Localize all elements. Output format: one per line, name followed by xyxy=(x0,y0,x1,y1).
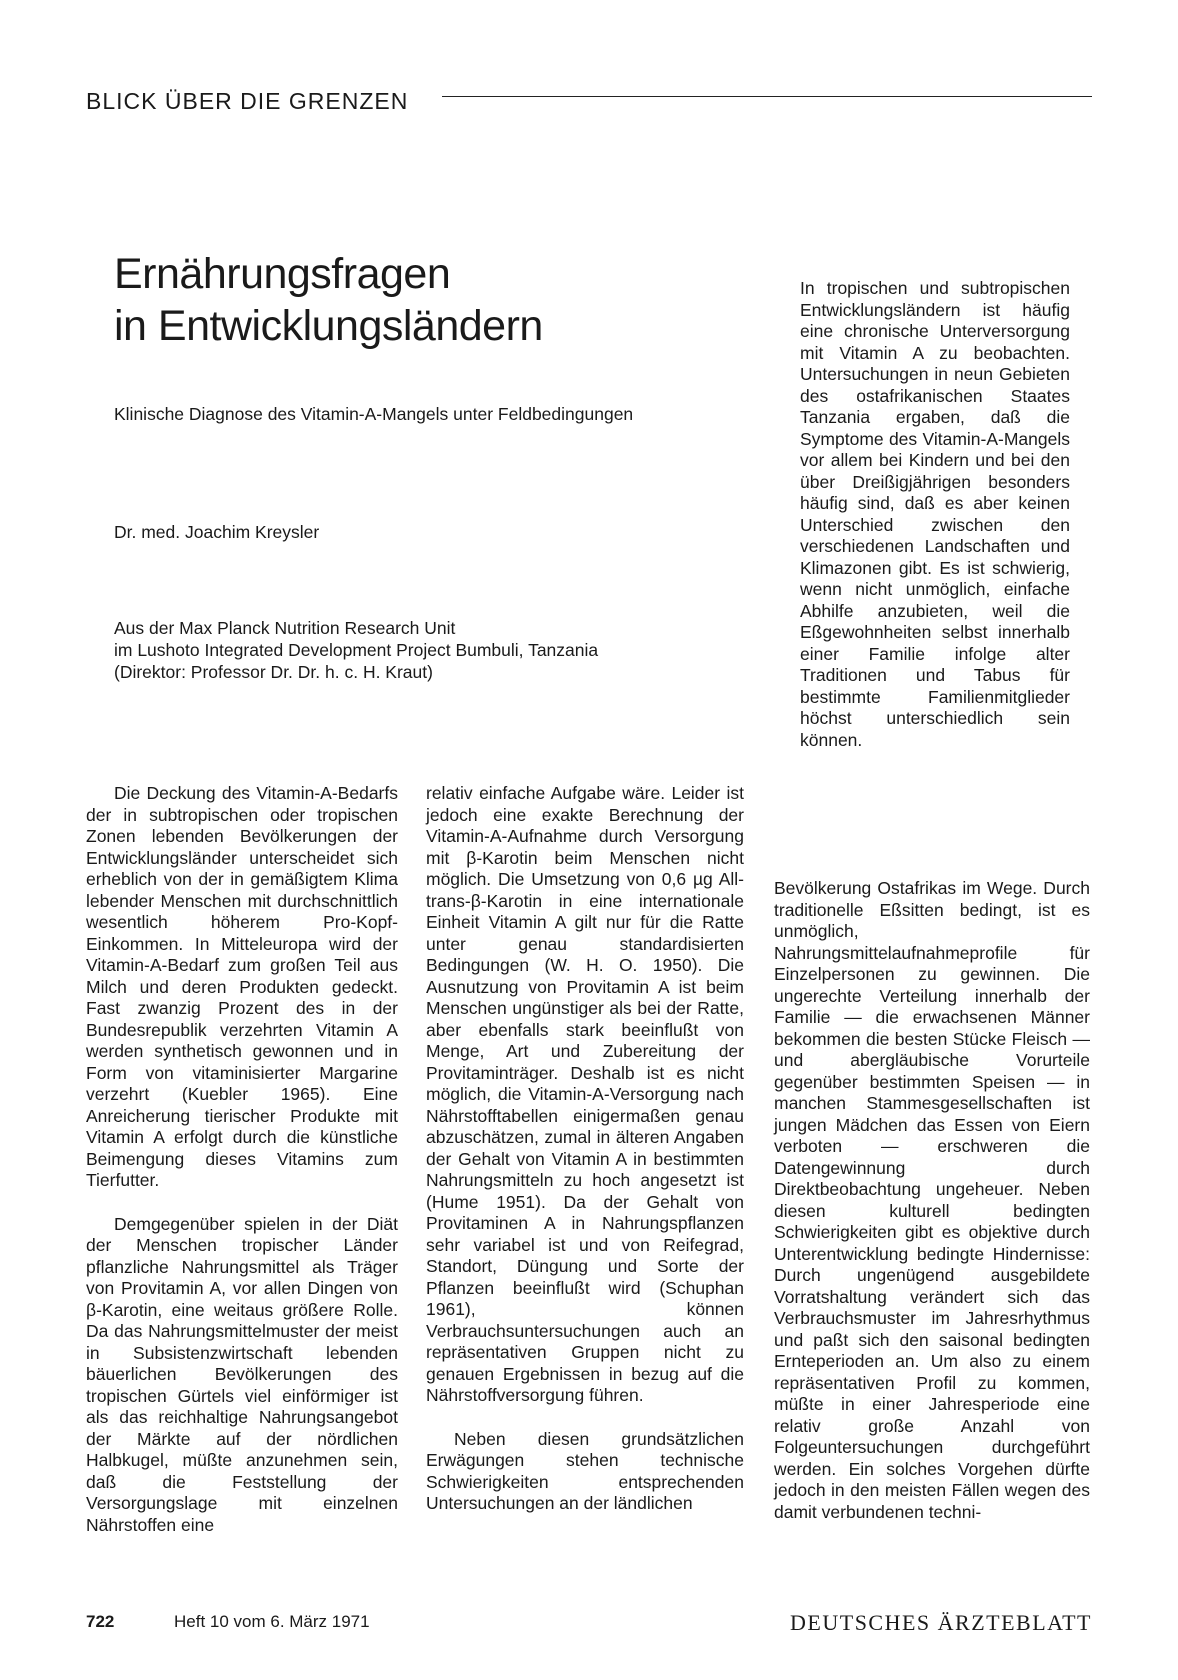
paragraph: relativ einfache Aufgabe wäre. Leider ist jedoch eine exakte Berechnung der Vitamin-A-Aufnahme durch Versorgung mit β-Karotin beim Menschen nicht möglich. Die Umsetzung von 0,6 µg All-trans-β-Karotin in eine internationale Einheit Vitamin A gilt nur für die Ratte unter genau standardisierten Bedingungen (W. H. O. 1950). Die Ausnutzung von Provitamin A ist beim Menschen ungünstiger als bei der Ratte, aber ebenfalls stark beeinflußt von Menge, Art und Zubereitung der Provitaminträger. Deshalb ist es nicht möglich, die Vitamin-A-Versorgung nach Nährstofftabellen einigermaßen genau abzuschätzen, zumal in älteren Angaben der Gehalt von Vitamin A in bestimmten Nahrungsmitteln zu hoch angesetzt ist (Hume 1951). Da der Gehalt von Provitaminen A in Nahrungspflanzen sehr variabel ist und von Reifegrad, Standort, Düngung und Sorte der Pflanzen beeinflußt wird (Schuphan 1961), können Verbrauchsuntersuchungen auch an repräsentativen Gruppen nicht zu genauen Ergebnissen in bezug auf die Nährstoffversorgung führen. xyxy=(426,783,744,1405)
body-column-3 xyxy=(774,878,1090,1523)
paragraph: Demgegenüber spielen in der Diät der Menschen tropischer Länder pflanzliche Nahrungsmittel als Träger von Provitamin A, vor allen Dingen von β-Karotin, eine weitaus größere Rolle. Da das Nahrungsmittelmuster der meist in Subsistenzwirtschaft lebenden bäuerlichen Bevölkerungen des tropischen Gürtels viel einförmiger ist als das reichhaltige Nahrungsangebot der Märkte auf der nördlichen Halbkugel, müßte anzunehmen sein, daß die Feststellung der Versorgungslage mit einzelnen Nährstoffen eine xyxy=(86,1213,398,1535)
paragraph: Neben diesen grundsätzlichen Erwägungen stehen technische Schwierigkeiten entsprechenden Untersuchungen an der ländlichen xyxy=(426,1428,744,1513)
issue-info: Heft 10 vom 6. März 1971 xyxy=(174,1612,370,1631)
affiliation-line-3: (Direktor: Professor Dr. Dr. h. c. H. Kraut) xyxy=(114,662,433,682)
paragraph: Bevölkerung Ostafrikas im Wege. Durch traditionelle Eßsitten bedingt, ist es unmöglich, Nahrungsmittelaufnahmeprofile für Einzelpersonen zu gewinnen. Die ungerechte Verteilung innerhalb der Familie — die erwachsenen Männer bekommen die besten Stücke Fleisch — und abergläubische Vorurteile gegenüber bestimmten Speisen — in manchen Stammesgesellschaften ist jungen Mädchen das Essen von Eiern verboten — erschweren die Datengewinnung durch Direktbeobachtung ungeheuer. Neben diesen kulturell bedingten Schwierigkeiten gibt es objektive durch Unterentwicklung bedingte Hindernisse: Durch ungenügend ausgebildete Vorratshaltung verändert sich das Verbrauchsmuster im Jahresrhythmus und paßt sich den saisonal bedingten Ernteperioden an. Um also zu einem repräsentativen Profil zu kommen, müßte in einer Jahresperiode eine relativ große Anzahl von Folgeuntersuchungen durchgeführt werden. Ein solches Vorgehen dürfte jedoch in den meisten Fällen wegen des damit verbundenen techni- xyxy=(774,878,1090,1522)
affiliation-line-1: Aus der Max Planck Nutrition Research Unit xyxy=(114,618,456,638)
section-label: BLICK ÜBER DIE GRENZEN xyxy=(86,88,409,114)
abstract-text: In tropischen und subtropischen Entwicklungsländern ist häufig eine chronische Unterversorgung mit Vitamin A zu beobachten. Untersuchungen in neun Gebieten des ostafrikanischen Staates Tanzania ergaben, daß die Symptome des Vitamin-A-Mangels vor allem bei Kindern und bei den über Dreißigjährigen besonders häufig sind, daß es aber keinen Unterschied zwischen den verschiedenen Landschaften und Klimazonen gibt. Es ist schwierig, wenn nicht unmöglich, einfache Abhilfe anzubieten, weil die Eßgewohnheiten selbst innerhalb einer Familie infolge alter Traditionen und Tabus für bestimmte Familienmitglieder höchst unterschiedlich sein können. xyxy=(800,278,1070,750)
article-subtitle: Klinische Diagnose des Vitamin-A-Mangels unter Feldbedingungen xyxy=(114,404,634,424)
title-line-1: Ernährungsfragen xyxy=(114,250,451,298)
abstract xyxy=(800,278,1070,751)
affiliation xyxy=(114,617,598,683)
section-header xyxy=(86,86,1092,118)
affiliation-line-2: im Lushoto Integrated Development Project Bumbuli, Tanzania xyxy=(114,640,599,660)
author: Dr. med. Joachim Kreysler xyxy=(114,522,320,542)
journal-name: DEUTSCHES ÄRZTEBLATT xyxy=(790,1610,1092,1635)
page-number: 722 xyxy=(86,1612,115,1631)
article-title xyxy=(114,248,543,352)
body-column-1 xyxy=(86,783,398,1536)
page-footer xyxy=(86,1610,1092,1636)
title-line-2: in Entwicklungsländern xyxy=(114,302,543,350)
header-rule xyxy=(442,96,1092,97)
body-column-2 xyxy=(426,783,744,1515)
paragraph: Die Deckung des Vitamin-A-Bedarfs der in subtropischen oder tropischen Zonen lebenden Bevölkerungen der Entwicklungsländer unterscheidet sich erheblich von der in gemäßigtem Klima lebender Menschen mit durchschnittlich wesentlich höherem Pro-Kopf-Einkommen. In Mitteleuropa wird der Vitamin-A-Bedarf zum großen Teil aus Milch und deren Produkten gedeckt. Fast zwanzig Prozent des in der Bundesrepublik verzehrten Vitamin A werden synthetisch gewonnen und in Form von vitaminisierter Margarine verzehrt (Kuebler 1965). Eine Anreicherung tierischer Produkte mit Vitamin A erfolgt durch die künstliche Beimengung dieses Vitamins zum Tierfutter. xyxy=(86,783,398,1190)
